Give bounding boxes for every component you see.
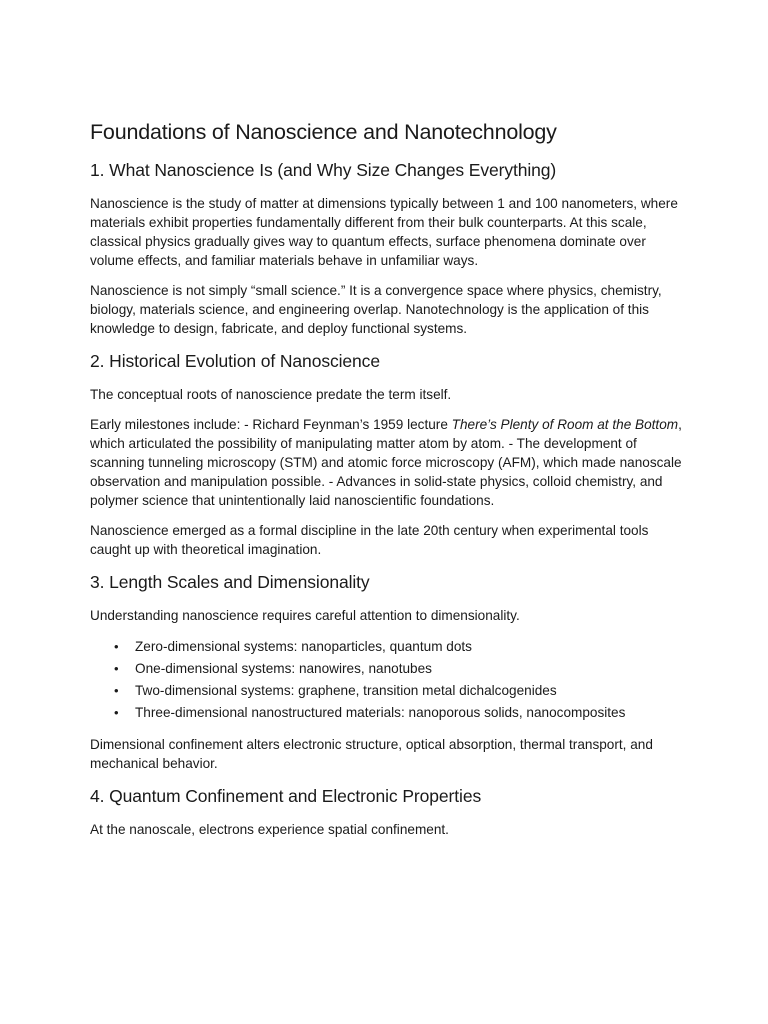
bullet-icon: • — [114, 705, 119, 720]
section-heading-4: 4. Quantum Confinement and Electronic Properties — [90, 786, 482, 806]
dimensionality-list — [90, 636, 690, 724]
milestones-text-end: , which articulated the possibility of manipulating matter atom by atom. - The development of scanning tunneling microscopy (STM) and atomic force microscopy (AFM), which made nanoscale observation and manipulation possible. - Advances in solid-state physics, colloid chemistry, and polymer science that unintentionally laid nanoscientific foundations. — [90, 417, 682, 508]
bullet-icon: • — [114, 661, 119, 676]
section-heading-2: 2. Historical Evolution of Nanoscience — [90, 351, 380, 371]
section-2-intro: The conceptual roots of nanoscience predate the term itself. — [90, 387, 452, 402]
section-3-intro: Understanding nanoscience requires careful attention to dimensionality. — [90, 608, 520, 623]
section-heading-3: 3. Length Scales and Dimensionality — [90, 572, 370, 592]
lecture-title: There’s Plenty of Room at the Bottom — [451, 417, 679, 432]
list-item-text: Two-dimensional systems: graphene, transition metal dichalcogenides — [135, 683, 557, 698]
section-1-paragraph-2: Nanoscience is not simply “small science.” It is a convergence space where physics, chemistry, biology, materials science, and engineering overlap. Nanotechnology is the application of this knowledge to design, fabricate, and deploy functional systems. — [90, 283, 662, 336]
list-item-text: One-dimensional systems: nanowires, nanotubes — [135, 661, 432, 676]
list-item — [90, 702, 690, 724]
bullet-icon: • — [114, 639, 119, 654]
list-item-text: Zero-dimensional systems: nanoparticles, quantum dots — [135, 639, 472, 654]
bullet-icon: • — [114, 683, 119, 698]
section-2-milestones — [90, 415, 690, 510]
document-title: Foundations of Nanoscience and Nanotechnology — [90, 120, 557, 144]
section-1-paragraph-1: Nanoscience is the study of matter at dimensions typically between 1 and 100 nanometers, where materials exhibit properties fundamentally different from their bulk counterparts. At this scale, classical physics gradually gives way to quantum effects, surface phenomena dominate over volume effects, and familiar materials behave in unfamiliar ways. — [90, 196, 678, 268]
section-2-closing: Nanoscience emerged as a formal discipline in the late 20th century when experimental tools caught up with theoretical imagination. — [90, 523, 649, 557]
list-item — [90, 636, 690, 658]
list-item-text: Three-dimensional nanostructured materials: nanoporous solids, nanocomposites — [135, 705, 626, 720]
document-page — [90, 118, 690, 850]
list-item — [90, 680, 690, 702]
section-4-intro: At the nanoscale, electrons experience spatial confinement. — [90, 822, 449, 837]
milestones-text-start: Early milestones include: - Richard Feynman’s 1959 lecture — [90, 417, 452, 432]
section-heading-1: 1. What Nanoscience Is (and Why Size Changes Everything) — [90, 160, 557, 180]
list-item — [90, 658, 690, 680]
section-3-closing: Dimensional confinement alters electronic structure, optical absorption, thermal transport, and mechanical behavior. — [90, 737, 653, 771]
